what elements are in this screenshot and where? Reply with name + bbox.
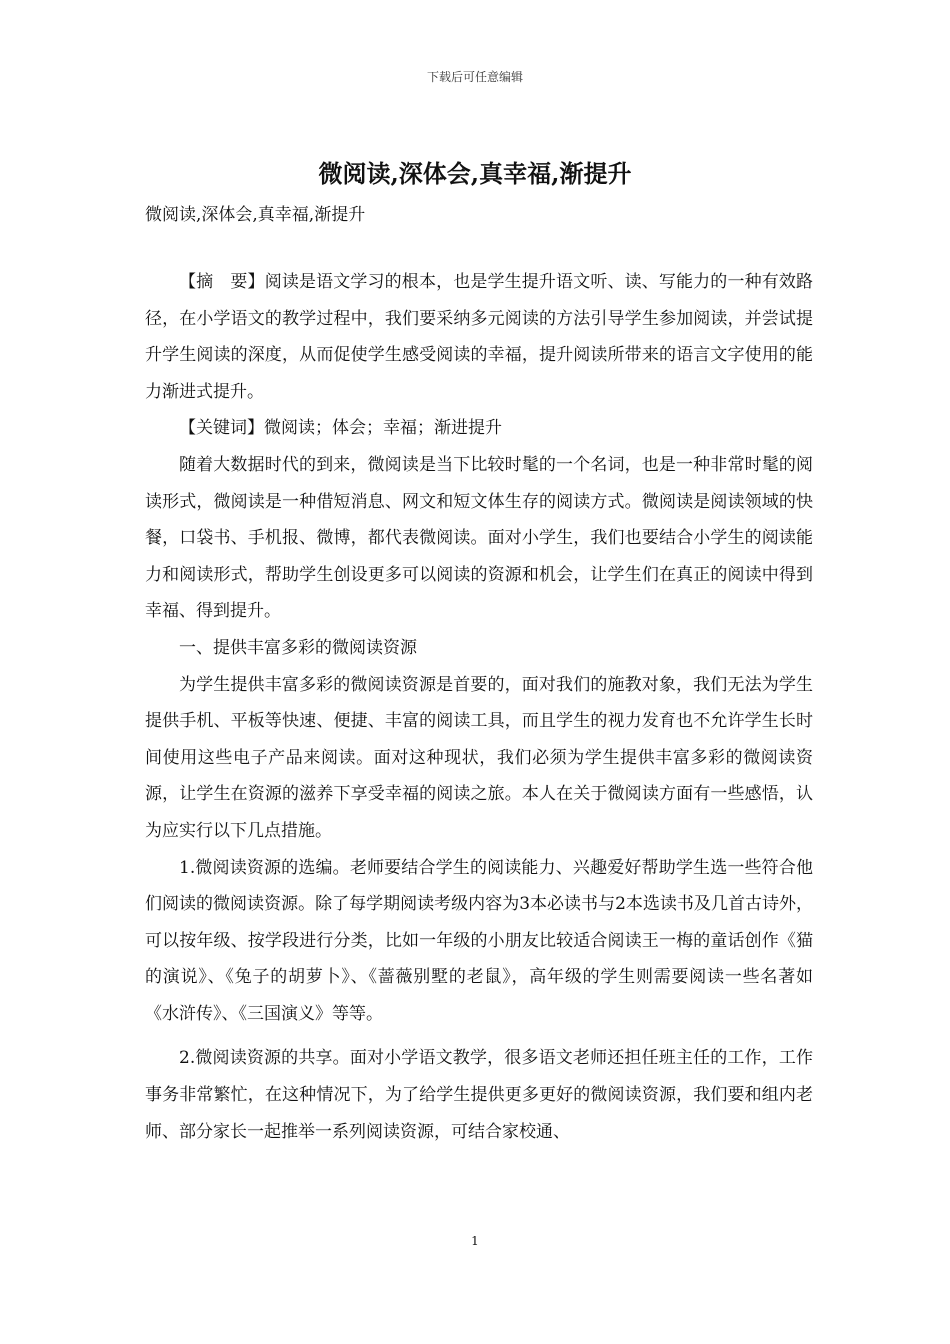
document-title: 微阅读,深体会,真幸福,渐提升 — [318, 159, 632, 188]
document-subtitle: 微阅读,深体会,真幸福,渐提升 — [145, 205, 366, 225]
page-header-note: 下载后可任意编辑 — [426, 70, 523, 84]
intro-paragraph: 随着大数据时代的到来，微阅读是当下比较时髦的一个名词，也是一种非常时髦的阅读形式，微阅读是一种借短消息、网文和短文体生存的阅读方式。微阅读是阅读领域的快餐，口袋书、手机报、微博，都代表微阅读。面对小学生，我们也要结合小学生的阅读能力和阅读形式，帮助学生创设更多可以阅读的资源和机会，让学生们在真正的阅读中得到幸福、得到提升。 — [145, 454, 813, 622]
abstract-paragraph: 【摘 要】阅读是语文学习的根本，也是学生提升语文听、读、写能力的一种有效路径，在小学语文的教学过程中，我们要采纳多元阅读的方法引导学生参加阅读，并尝试提升学生阅读的深度，从而促使学生感受阅读的幸福，提升阅读所带来的语言文字使用的能力渐进式提升。 — [145, 272, 813, 402]
page-number: 1 — [471, 1234, 479, 1248]
section-paragraph: 为学生提供丰富多彩的微阅读资源是首要的，面对我们的施教对象，我们无法为学生提供手机、平板等快速、便捷、丰富的阅读工具，而且学生的视力发育也不允许学生长时间使用这些电子产品来阅读。面对这种现状，我们必须为学生提供丰富多彩的微阅读资源，让学生在资源的滋养下享受幸福的阅读之旅。本人在关于微阅读方面有一些感悟，认为应实行以下几点措施。 — [145, 674, 813, 841]
section-heading: 一、提供丰富多彩的微阅读资源 — [179, 637, 417, 658]
point-2-paragraph: 2.微阅读资源的共享。面对小学语文教学，很多语文老师还担任班主任的工作，工作事务非常繁忙，在这种情况下，为了给学生提供更多更好的微阅读资源，我们要和组内老师、部分家长一起推举一系列阅读资源，可结合家校通、 — [145, 1048, 813, 1142]
document-body — [145, 264, 813, 1150]
point-1-paragraph: 1.微阅读资源的选编。老师要结合学生的阅读能力、兴趣爱好帮助学生选一些符合他们阅读的微阅读资源。除了每学期阅读考级内容为3本必读书与2本选读书及几首古诗外，可以按年级、按学段进行分类，比如一年级的小朋友比较适合阅读王一梅的童话创作《猫的演说》、《兔子的胡萝卜》、《蔷薇别墅的老鼠》，高年级的学生则需要阅读一些名著如《水浒传》、《三国演义》等等。 — [145, 857, 813, 1024]
keywords-paragraph: 【关键词】微阅读；体会；幸福；渐进提升 — [179, 418, 502, 439]
